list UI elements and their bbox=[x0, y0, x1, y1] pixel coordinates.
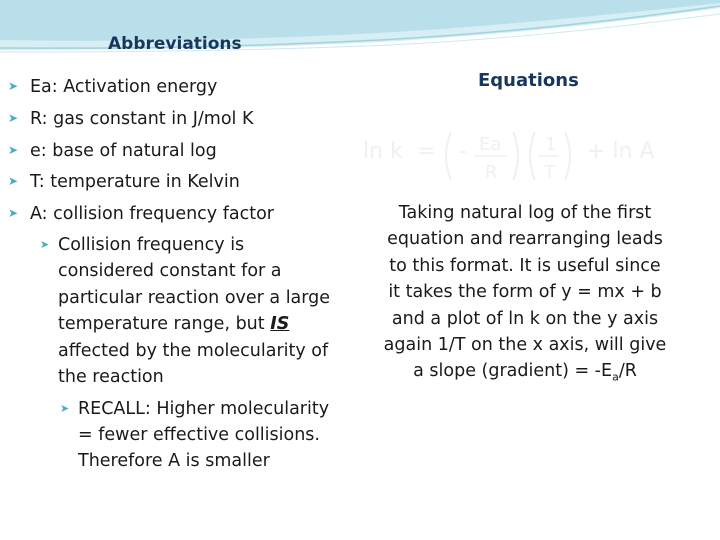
bullet-icon: ➤ bbox=[8, 79, 19, 93]
bullet-r: ➤ R: gas constant in J/mol K bbox=[8, 105, 253, 132]
equation-ea: Ea bbox=[479, 134, 502, 155]
paragraph-line: it takes the form of y = mx + b bbox=[388, 282, 662, 302]
sub-sub-bullet-recall: ➤ RECALL: Higher molecularity bbox=[60, 396, 329, 422]
equation-t: T bbox=[544, 162, 555, 183]
equation-equals: = bbox=[417, 139, 436, 164]
abbreviations-title: Abbreviations bbox=[108, 34, 242, 54]
bullet-ea: ➤ Ea: Activation energy bbox=[8, 73, 217, 100]
bullet-t: ➤ T: temperature in Kelvin bbox=[8, 168, 240, 195]
paragraph-line: again 1/T on the x axis, will give bbox=[383, 335, 667, 355]
equation-one: 1 bbox=[545, 134, 557, 155]
arrhenius-linear-equation bbox=[355, 120, 685, 192]
paragraph-line-slope: a slope (gradient) = $-E_a/R$ bbox=[413, 361, 637, 384]
sub-sub-bullet-line: Therefore A is smaller bbox=[78, 451, 270, 471]
equations-title: Equations bbox=[478, 70, 579, 91]
sub-bullet-collision: ➤ Collision frequency is bbox=[40, 232, 244, 258]
bullet-icon: ➤ bbox=[8, 174, 19, 188]
sub-bullet-line: considered constant for a bbox=[58, 261, 282, 281]
equation-plus-lna: + ln A bbox=[587, 139, 655, 164]
equation-lnk: ln k bbox=[363, 139, 403, 164]
equation-minus: - bbox=[459, 139, 467, 164]
sub-bullet-line: the reaction bbox=[58, 367, 164, 387]
paragraph-line: Taking natural log of the first bbox=[398, 203, 652, 223]
bullet-icon: ➤ bbox=[8, 206, 19, 220]
bullet-icon: ➤ bbox=[60, 402, 70, 415]
sub-bullet-line: particular reaction over a large bbox=[58, 288, 331, 308]
sub-bullet-line: affected by the molecularity of bbox=[58, 341, 329, 361]
paragraph-line: to this format. It is useful since bbox=[389, 256, 661, 276]
sub-bullet-line: temperature range, but IS bbox=[58, 314, 290, 334]
paragraph-line: and a plot of ln k on the y axis bbox=[391, 309, 659, 329]
bullet-icon: ➤ bbox=[8, 143, 19, 157]
bullet-e: ➤ e: base of natural log bbox=[8, 137, 217, 164]
bullet-icon: ➤ bbox=[8, 111, 19, 125]
sub-sub-bullet-line: = fewer effective collisions. bbox=[78, 425, 320, 445]
bullet-a: ➤ A: collision frequency factor bbox=[8, 200, 274, 227]
equation-r: R bbox=[485, 162, 498, 183]
paragraph-line: equation and rearranging leads bbox=[387, 229, 663, 249]
bullet-icon: ➤ bbox=[40, 238, 50, 251]
emphasis-is: IS bbox=[270, 314, 290, 334]
